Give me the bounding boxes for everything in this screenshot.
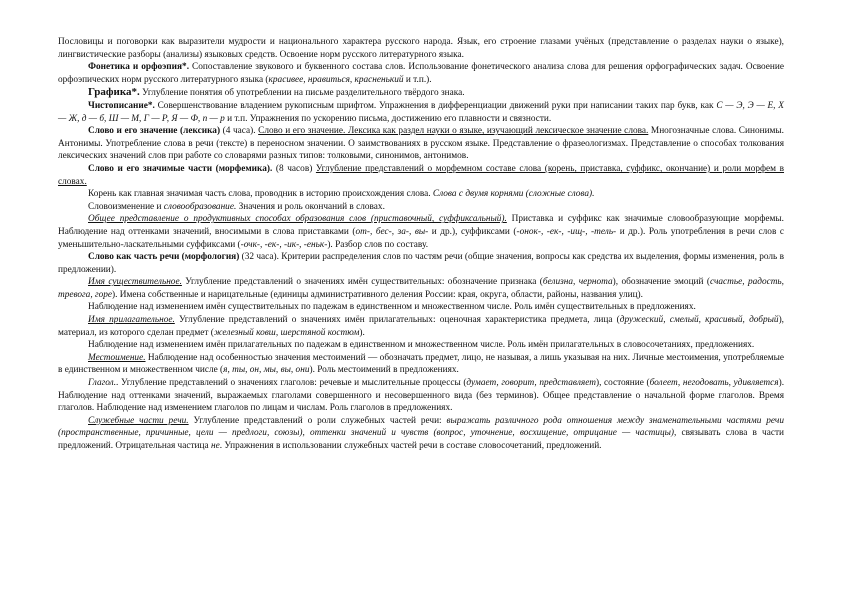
text-run: ), материал, из которого сделан предмет ( — [58, 315, 784, 338]
text-run: Пословицы и поговорки как выразители мудрости и национального характера русского народа. Язык, его строение глазами учёных (представление о разделах науки о языке), лингвистические разборы (анализы) языковых средств. Освоение норм русского литературного языка. — [58, 37, 784, 60]
text-run: Совершенствование владением рукописным шрифтом. Упражнения в дифференциации движений руки при написании таких пар букв, как — [154, 100, 717, 111]
text-run: Общее представление о продуктивных способах образования слов (приставочный, суффиксальный). — [88, 214, 507, 225]
paragraph — [58, 125, 784, 163]
text-run: Углубление представлений о морфемном составе слова (корень, приставка, суффикс, окончание) и роли морфем в словах. — [58, 163, 785, 187]
paragraph — [58, 377, 784, 415]
text-run: ), состояние ( — [595, 378, 650, 389]
text-run: Углубление представлений о значениях имён существительных: обозначение признака ( — [181, 277, 543, 288]
text-run: Слова с двумя корнями (сложные слова). — [432, 189, 595, 200]
paragraph — [58, 213, 784, 251]
text-run: Углубление понятия об употреблении на письме разделительного твёрдого знака. — [139, 88, 465, 99]
paragraph — [58, 86, 784, 100]
text-run: -онок-, -ек-, -ищ-, -тель- — [516, 226, 617, 237]
text-run: Словоизменение и — [88, 201, 164, 212]
text-run: дружеский, смелый, красивый, добрый — [619, 315, 779, 326]
text-run: думает, говорит, представляет — [466, 378, 596, 389]
paragraph — [58, 314, 784, 339]
text-run: выражать различного рода отношения между знаменательными частями речи (пространственные, причинные, цели — предлоги, союзы), оттенки значений и чувств (вопрос, уточнение, восхищение, отрицание — частицы) — [58, 415, 784, 439]
text-run: , связывать слова в части предложений. Отрицательная частица — [58, 428, 784, 451]
text-run: Чистописание*. — [88, 100, 155, 111]
text-run: не — [210, 441, 220, 451]
text-run: Фонетика и орфоэпия*. — [88, 62, 190, 73]
text-run: и др.). Роль употребления в речи слов с уменьшительно-ласкательными суффиксами ( — [58, 226, 785, 250]
text-run: Имя существительное. — [88, 277, 182, 288]
text-run: и т.п. Упражнения по ускорению письма, достижению его плавности и связности. — [224, 113, 552, 124]
text-run: Местоимение. — [88, 352, 146, 363]
text-run: Наблюдение над особенностью значения местоимений — обозначать предмет, лицо, не называя, а лишь указывая на них. Личные местоимения, употребляемые в единственном и множественном числе ( — [58, 352, 784, 376]
text-run: (8 часов) — [272, 163, 316, 174]
text-run: Графика*. — [88, 86, 140, 99]
paragraph — [58, 352, 784, 377]
text-run: -очк-, -ек-, -ик-, -еньк- — [240, 239, 328, 250]
text-run: я, ты, он, мы, вы, они — [223, 365, 310, 376]
text-run: ). Разбор слов по составу. — [327, 239, 429, 250]
text-run: железный ковш, шерстяной костюм — [213, 327, 360, 338]
text-run: Углубление представлений о значениях имён прилагательных: оценочная характеристика предмета, лица ( — [174, 315, 620, 326]
text-run: и т.п.). — [403, 74, 432, 85]
text-run: (4 часа). — [220, 126, 259, 137]
text-run: ). Роль местоимений в предложениях. — [309, 365, 459, 376]
text-run: и др.), суффиксами ( — [428, 226, 517, 237]
text-run: Углубление представлений о роли служебных частей речи: — [188, 415, 447, 426]
text-run: Имя прилагательное. — [88, 315, 175, 326]
text-run: (32 часа). Критерии распределения слов по частям речи (общие значения, вопросы как средства их выделения, формы изменения, роль в предложении). — [58, 252, 784, 275]
paragraph — [58, 163, 784, 188]
text-run: Многозначные слова. Синонимы. Антонимы. Употребление слова в речи (тексте) в переносном значении. О заимствованиях в русском языке. Представление о фразеологизмах. Представление о способах толкования лексических значений слов при работе со словарями разных типов: толковыми, синонимов, антонимов. — [58, 126, 784, 162]
text-run: белизна, чернота — [542, 277, 613, 288]
text-run: Слово и его значимые части (морфемика). — [88, 163, 273, 174]
paragraph — [58, 36, 784, 61]
document-page — [58, 36, 784, 453]
text-run: Приставка и суффикс как значимые словообразующие морфемы. Наблюдение над оттенками значений, вносимыми в слова приставками ( — [58, 214, 784, 237]
text-run: ), обозначение эмоций ( — [612, 277, 710, 288]
text-run: Наблюдение над изменением имён прилагательных по падежам в единственном и множественном числе. Роль имён прилагательных в словосочетаниях, предложениях. — [88, 340, 755, 351]
paragraph — [58, 301, 784, 314]
text-run: Служебные части речи. — [88, 415, 189, 426]
text-run: Значения и роль окончаний в словах. — [236, 201, 385, 212]
paragraph — [58, 276, 784, 301]
paragraph — [58, 100, 784, 125]
text-run: ). Наблюдение над оттенками значений, выражаемых глаголами совершенного и несовершенного вида (без терминов). Общее представление о начальной форме глаголов. Время глаголов. Наблюдение над изменением глаголов по лицам и числам. Роль глаголов в предложениях. — [58, 378, 785, 414]
paragraph — [58, 61, 784, 86]
text-run: . Углубление представлений о значениях глаголов: речевые и мыслительные процессы ( — [116, 378, 467, 389]
paragraph — [58, 201, 784, 214]
text-run: ). — [359, 327, 365, 338]
paragraph — [58, 188, 784, 201]
text-run: Корень как главная значимая часть слова, проводник в историю происхождения слова. — [88, 189, 433, 200]
text-run: Слово и его значение. Лексика как раздел науки о языке, изучающий лексическое значение слова. — [258, 126, 649, 137]
text-run: счастье, радость, тревога, горе — [58, 277, 784, 300]
text-run: словообразование. — [163, 201, 237, 212]
text-run: Слово и его значение (лексика) — [88, 126, 221, 137]
text-run: Наблюдение над изменением имён существительных по падежам в единственном и множественном числе. Роль имён существительных в предложениях. — [88, 302, 696, 313]
paragraph — [58, 251, 784, 276]
paragraph — [58, 415, 784, 453]
text-run: Сопоставление звукового и буквенного состава слов. Использование фонетического анализа слова для решения орфографических задач. Освоение орфоэпических норм русского литературного языка ( — [58, 62, 785, 85]
text-run: красивее, нравиться, красненький — [268, 74, 404, 85]
text-run: болеет, негодовать, удивляется — [649, 378, 779, 389]
text-run: от-, бес-, за-, вы- — [355, 226, 429, 237]
text-run: . Упражнения в использовании служебных частей речи в составе словосочетаний, предложений. — [219, 441, 602, 451]
text-run: С — Э, Э — Е, Х — Ж, д — б, Ш — М, Г — Р, Я — Ф, п — р — [58, 100, 784, 124]
text-run: Слово как часть речи (морфология) — [88, 252, 240, 263]
text-run: Глагол. — [88, 378, 117, 389]
text-run: ). Имена собственные и нарицательные (единицы административного деления России: края, округа, области, районы, названия улиц). — [112, 289, 643, 300]
paragraph — [58, 339, 784, 352]
